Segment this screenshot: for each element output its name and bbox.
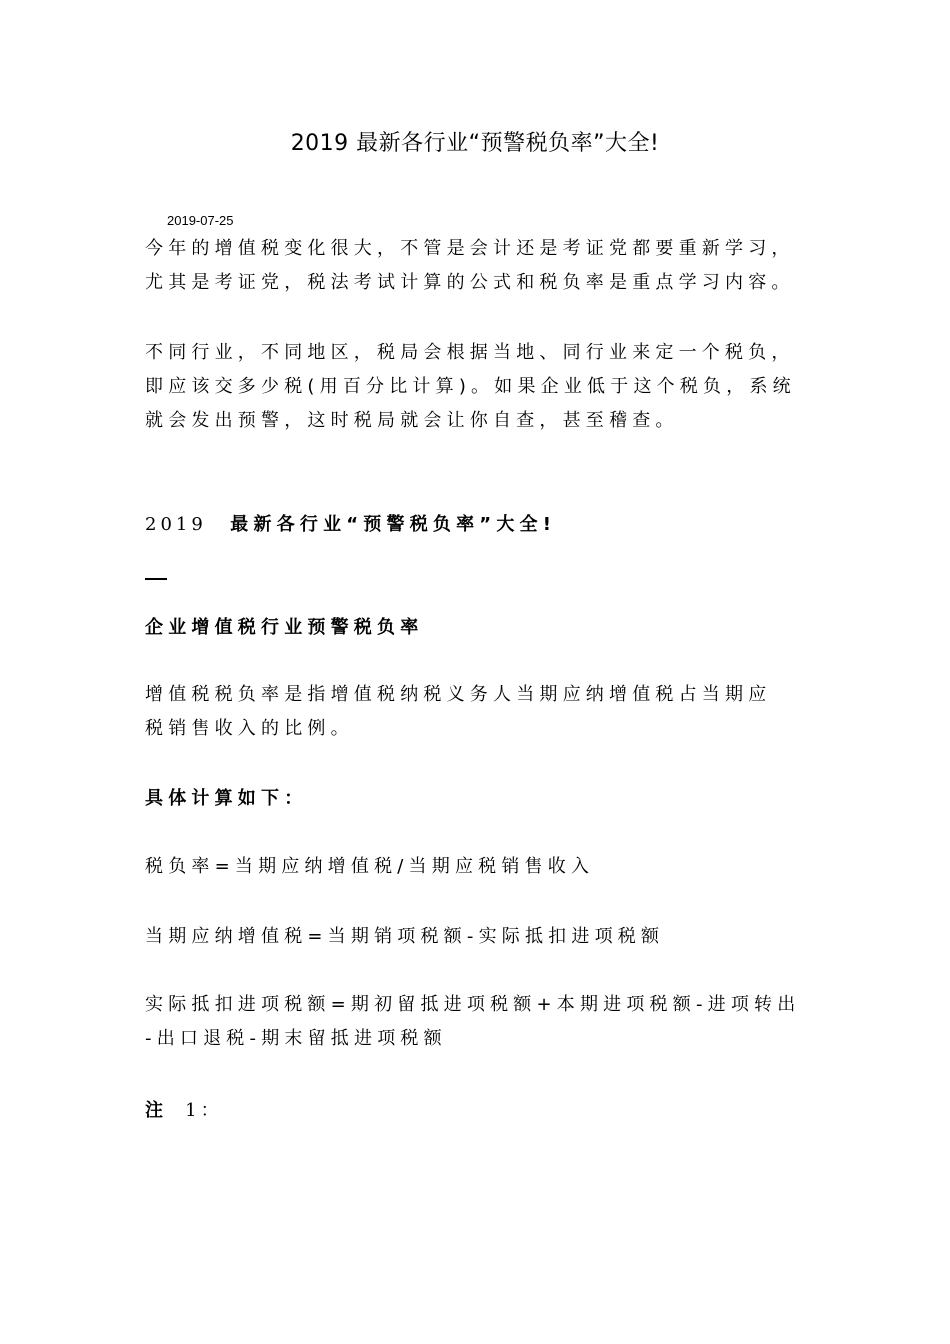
section-heading: 企业增值税行业预警税负率	[145, 617, 424, 638]
definition-paragraph	[145, 678, 810, 746]
intro-paragraph	[145, 232, 810, 300]
intro-line-2: 尤其是考证党，税法考试计算的公式和税负率是重点学习内容。	[145, 272, 795, 293]
formula-tax-rate: 税负率=当期应纳增值税/当期应税销售收入	[145, 856, 595, 877]
definition-line-1: 增值税税负率是指增值税纳税义务人当期应纳增值税占当期应	[145, 684, 772, 705]
formula-deductible-line-2: -出口退税-期末留抵进项税额	[145, 1028, 447, 1049]
subtitle-text: 最新各行业“预警税负率”大全!	[230, 514, 557, 535]
region-line-3: 就会发出预警，这时税局就会让你自查，甚至稽查。	[145, 410, 679, 431]
region-line-2: 即应该交多少税(用百分比计算)。如果企业低于这个税负，系统	[145, 376, 796, 397]
intro-line-1: 今年的增值税变化很大，不管是会计还是考证党都要重新学习，	[145, 238, 795, 259]
region-line-1: 不同行业，不同地区，税局会根据当地、同行业来定一个税负，	[145, 342, 795, 363]
subtitle-year: 2019	[145, 514, 207, 535]
calc-heading: 具体计算如下：	[145, 788, 308, 809]
section-number-mark	[145, 578, 167, 580]
subtitle	[145, 508, 810, 542]
formula-deductible-line-1: 实际抵扣进项税额=期初留抵进项税额+本期进项税额-进项转出	[145, 994, 801, 1015]
formula-vat-payable: 当期应纳增值税=当期销项税额-实际抵扣进项税额	[145, 926, 665, 947]
formula-deductible	[145, 988, 810, 1056]
note-text: 注	[145, 1100, 169, 1121]
publish-date: 2019-07-25	[167, 213, 234, 228]
definition-line-2: 税销售收入的比例。	[145, 718, 354, 739]
note-number: 1：	[185, 1100, 223, 1121]
document-title: 2019 最新各行业“预警税负率”大全!	[290, 131, 660, 156]
region-paragraph	[145, 336, 810, 438]
note-label	[145, 1094, 810, 1128]
